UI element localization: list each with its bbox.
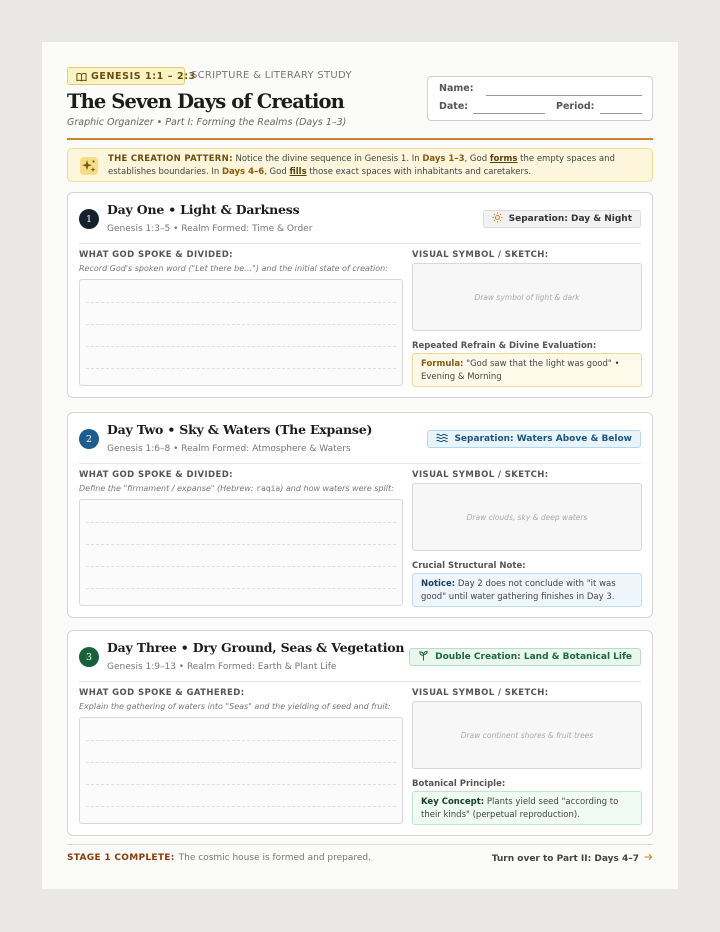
stage-text: The cosmic house is formed and prepared. [178, 853, 371, 863]
student-info-box [427, 76, 653, 121]
separation-tag [427, 430, 641, 448]
day-number-circle: 3 [79, 647, 99, 667]
badge-label: GENESIS 1:1 – 2:3 [91, 70, 196, 82]
date-field[interactable] [473, 113, 545, 114]
card-divider [79, 463, 641, 464]
next-page-text: Turn over to Part II: Days 4–7 [491, 853, 639, 864]
sketch-hint: Draw clouds, sky & deep waters [466, 512, 588, 522]
spoke-hint-b: ) and how waters were split: [280, 484, 394, 493]
separation-tag [483, 210, 641, 228]
note-box [412, 353, 642, 387]
next-page-hint [492, 853, 653, 864]
creation-pattern-text [108, 153, 644, 178]
day-one-card [67, 192, 653, 398]
sun-icon [492, 212, 509, 226]
arrow-right-icon [644, 853, 653, 864]
card-divider [79, 681, 641, 682]
hebrew-term: raqia [256, 484, 281, 493]
study-kicker: SCRIPTURE & LITERARY STUDY [191, 70, 352, 81]
period-label: Period: [556, 101, 595, 112]
page-subtitle: Graphic Organizer • Part I: Forming the Realms (Days 1–3) [67, 117, 347, 128]
stage-label: STAGE 1 COMPLETE: [67, 853, 175, 863]
day-title: Day One • Light & Darkness [107, 202, 300, 217]
date-label: Date: [439, 101, 469, 112]
day-reference: Genesis 1:9–13 • Realm Formed: Earth & Plant Life [107, 662, 337, 672]
spoke-section-label: WHAT GOD SPOKE & DIVIDED: [79, 470, 233, 480]
tag-label: Separation: Day & Night [508, 214, 632, 224]
footer-divider [67, 844, 653, 845]
tag-label: Separation: Waters Above & Below [454, 434, 632, 444]
note-label: Botanical Principle: [412, 779, 506, 789]
pattern-text-3: the empty spaces and establishes boundaries. In [108, 154, 615, 177]
pattern-fills: fills [289, 166, 307, 177]
day-reference: Genesis 1:3–5 • Realm Formed: Time & Order [107, 224, 313, 234]
spoke-response-area[interactable] [79, 279, 403, 386]
note-key: Notice: [421, 579, 456, 589]
card-divider [79, 243, 641, 244]
pattern-text-2: , God [464, 154, 490, 164]
day-two-card [67, 412, 653, 618]
sketch-section-label: VISUAL SYMBOL / SKETCH: [412, 470, 549, 480]
worksheet-page [42, 42, 678, 889]
spoke-instruction: Explain the gathering of waters into "Seas" and the yielding of seed and fruit: [79, 702, 391, 711]
name-field[interactable] [486, 95, 642, 96]
open-book-icon [76, 67, 87, 86]
spoke-instruction [79, 484, 394, 493]
spoke-section-label: WHAT GOD SPOKE & DIVIDED: [79, 250, 233, 260]
scripture-badge [67, 67, 196, 85]
sketch-hint: Draw continent shores & fruit trees [460, 730, 594, 740]
note-text: Plants yield seed "according to their kinds" (perpetual reproduction). [421, 797, 619, 820]
day-number-circle: 2 [79, 429, 99, 449]
pattern-days-1-3: Days 1–3 [422, 154, 465, 164]
note-text: "God saw that the light was good" • Evening & Morning [421, 359, 620, 382]
sprout-icon [418, 650, 435, 664]
tag-label: Double Creation: Land & Botanical Life [435, 652, 632, 662]
day-title: Day Two • Sky & Waters (The Expanse) [107, 422, 373, 437]
pattern-text-4: , God [264, 166, 290, 177]
page-title: The Seven Days of Creation [67, 90, 344, 113]
note-text: Day 2 does not conclude with "it was good" until water gathering finishes in Day 3. [421, 579, 616, 602]
spoke-instruction: Record God's spoken word ("Let there be…") and the initial state of creation: [79, 264, 388, 273]
day-number-circle: 1 [79, 209, 99, 229]
sketch-area[interactable] [412, 263, 642, 331]
note-key: Key Concept: [421, 797, 485, 807]
period-field[interactable] [600, 113, 642, 114]
sketch-area[interactable] [412, 483, 642, 551]
note-box [412, 791, 642, 825]
creation-pattern-callout [67, 148, 653, 182]
stage-status [67, 853, 371, 863]
spoke-hint-a: Define the "firmament / expanse" (Hebrew: [79, 484, 257, 493]
note-label: Crucial Structural Note: [412, 561, 526, 571]
sketch-area[interactable] [412, 701, 642, 769]
note-label: Repeated Refrain & Divine Evaluation: [412, 341, 597, 351]
waves-icon [436, 433, 454, 446]
pattern-text-5: those exact spaces with inhabitants and caretakers. [306, 166, 532, 177]
spoke-response-area[interactable] [79, 717, 403, 824]
header-divider [67, 138, 653, 140]
pattern-text-1: Notice the divine sequence in Genesis 1. In [232, 154, 423, 164]
pattern-label: THE CREATION PATTERN: [108, 154, 233, 164]
pattern-forms: forms [489, 154, 518, 164]
note-box [412, 573, 642, 607]
sketch-hint: Draw symbol of light & dark [474, 292, 580, 302]
spoke-response-area[interactable] [79, 499, 403, 606]
spoke-section-label: WHAT GOD SPOKE & GATHERED: [79, 688, 245, 698]
sparkle-icon [80, 157, 98, 175]
name-label: Name: [439, 83, 474, 94]
sketch-section-label: VISUAL SYMBOL / SKETCH: [412, 688, 549, 698]
separation-tag [409, 648, 641, 666]
day-three-card [67, 630, 653, 836]
pattern-days-4-6: Days 4–6 [221, 166, 265, 177]
note-key: Formula: [421, 359, 464, 369]
day-reference: Genesis 1:6–8 • Realm Formed: Atmosphere & Waters [107, 444, 351, 454]
day-title: Day Three • Dry Ground, Seas & Vegetation [107, 640, 405, 655]
sketch-section-label: VISUAL SYMBOL / SKETCH: [412, 250, 549, 260]
